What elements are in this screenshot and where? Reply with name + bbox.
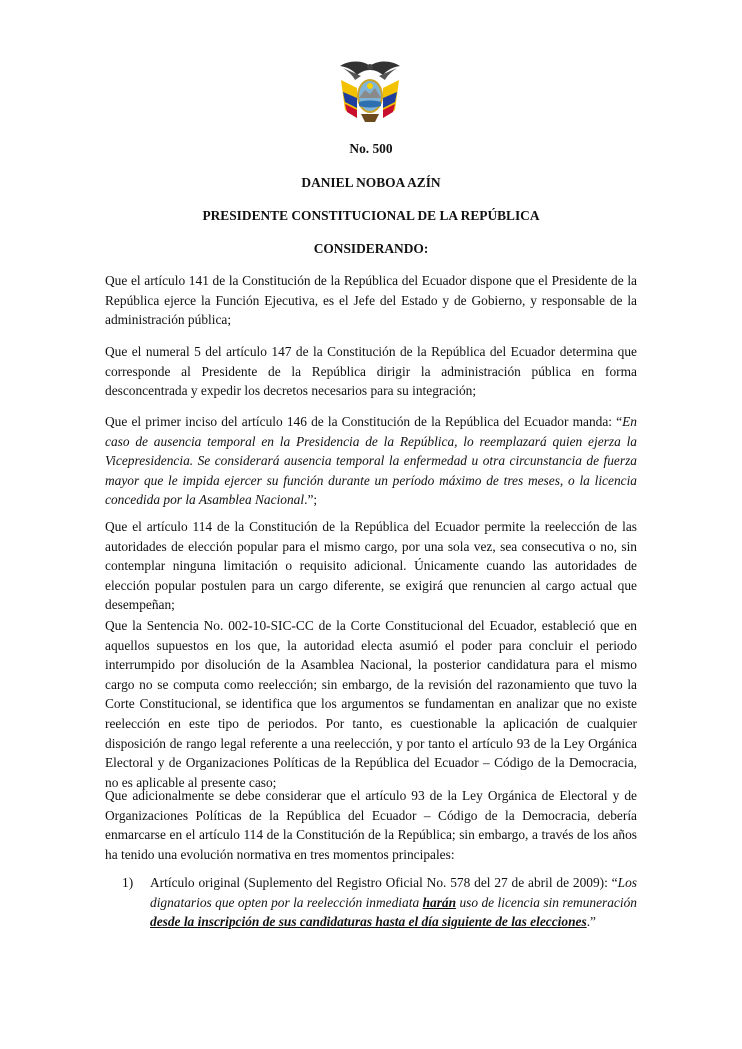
paragraph-art-146-tail: .”; bbox=[304, 492, 318, 508]
list-item-emphasis-haran: harán bbox=[422, 894, 457, 910]
list-item-lead: Artículo original (Suplemento del Registro Oficial No. 578 del 27 de abril de 2009): “ bbox=[150, 875, 618, 890]
paragraph-art-141: Que el artículo 141 de la Constitución de la República del Ecuador dispone que el Presidente de la República ejerce la Función Ejecutiva, es el Jefe del Estado y de Gobierno, y responsable de la administración pública; bbox=[105, 273, 637, 328]
paragraph-art-146-quote: En caso de ausencia temporal en la Presidencia de la República, lo reemplazará quien ejerza la Vicepresidencia. Se considerará ausencia temporal la enfermedad u otra circunstancia de fuerza mayor que le impida ejercer su función durante un período máximo de tres meses, o la licencia concedida por la Asamblea Nacional bbox=[105, 414, 637, 508]
list-item-number: 1) bbox=[122, 875, 134, 890]
list-item-quote-a: Los dignatarios que opten por la reelección inmediata bbox=[150, 875, 637, 910]
list-item-tail: .” bbox=[586, 914, 596, 930]
paragraph-art-146-lead: Que el primer inciso del artículo 146 de la Constitución de la República del Ecuador manda: “ bbox=[105, 414, 623, 429]
considerando-heading: CONSIDERANDO: bbox=[313, 241, 429, 256]
paragraph-art-114: Que el artículo 114 de la Constitución de la República del Ecuador permite la reelección de las autoridades de elección popular para el mismo cargo, por una sola vez, sea consecutiva o no, sin contemplar ninguna limitación o requisito adicional. Únicamente cuando las autoridades de elección popular postulen para un cargo diferente, se exigirá que renuncien al cargo actual que desempeñan; bbox=[105, 519, 637, 613]
office-title: PRESIDENTE CONSTITUCIONAL DE LA REPÚBLICA bbox=[202, 208, 540, 223]
list-item-quote-b: uso de licencia sin remuneración bbox=[456, 894, 637, 910]
decree-number: No. 500 bbox=[349, 141, 393, 156]
paragraph-art-93: Que adicionalmente se debe considerar que el artículo 93 de la Ley Orgánica de Electoral y de Organizaciones Políticas de la República del Ecuador – Código de la Democracia, debería enmarcarse en el artículo 114 de la Constitución de la República; sin embargo, a través de los años ha tenido una evolución normativa en tres momentos principales: bbox=[105, 788, 637, 862]
list-item-1 bbox=[122, 873, 637, 932]
list-item-body bbox=[150, 873, 637, 932]
paragraph-art-147: Que el numeral 5 del artículo 147 de la Constitución de la República del Ecuador determina que corresponde al Presidente de la República dirigir la administración pública en forma desconcentrada y expedir los decretos necesarios para su integración; bbox=[105, 344, 637, 399]
list-item-emphasis-period: desde la inscripción de sus candidaturas hasta el día siguiente de las elecciones bbox=[150, 914, 587, 930]
ecuador-coat-of-arms-icon bbox=[335, 58, 405, 128]
paragraph-art-146 bbox=[105, 412, 637, 510]
paragraph-sentencia: Que la Sentencia No. 002-10-SIC-CC de la Corte Constitucional del Ecuador, estableció que en aquellos supuestos en los que, la autoridad electa asumió el poder para concluir el periodo interrumpido por disolución de la Asamblea Nacional, la posterior candidatura para el mismo cargo no se computa como reelección; sin embargo, de la revisión del razonamiento que tuvo la Corte Constitucional, se identifica que los argumentos se fundamentan en analizar que no existe reelección en este tipo de periodos. Por tanto, es cuestionable la aplicación de cualquier disposición de rango legal referente a una reelección, y por tanto el artículo 93 de la Ley Orgánica Electoral y de Organizaciones Políticas de la República del Ecuador – Código de la Democracia, no es aplicable al presente caso; bbox=[105, 618, 637, 790]
president-name: DANIEL NOBOA AZÍN bbox=[301, 175, 441, 190]
